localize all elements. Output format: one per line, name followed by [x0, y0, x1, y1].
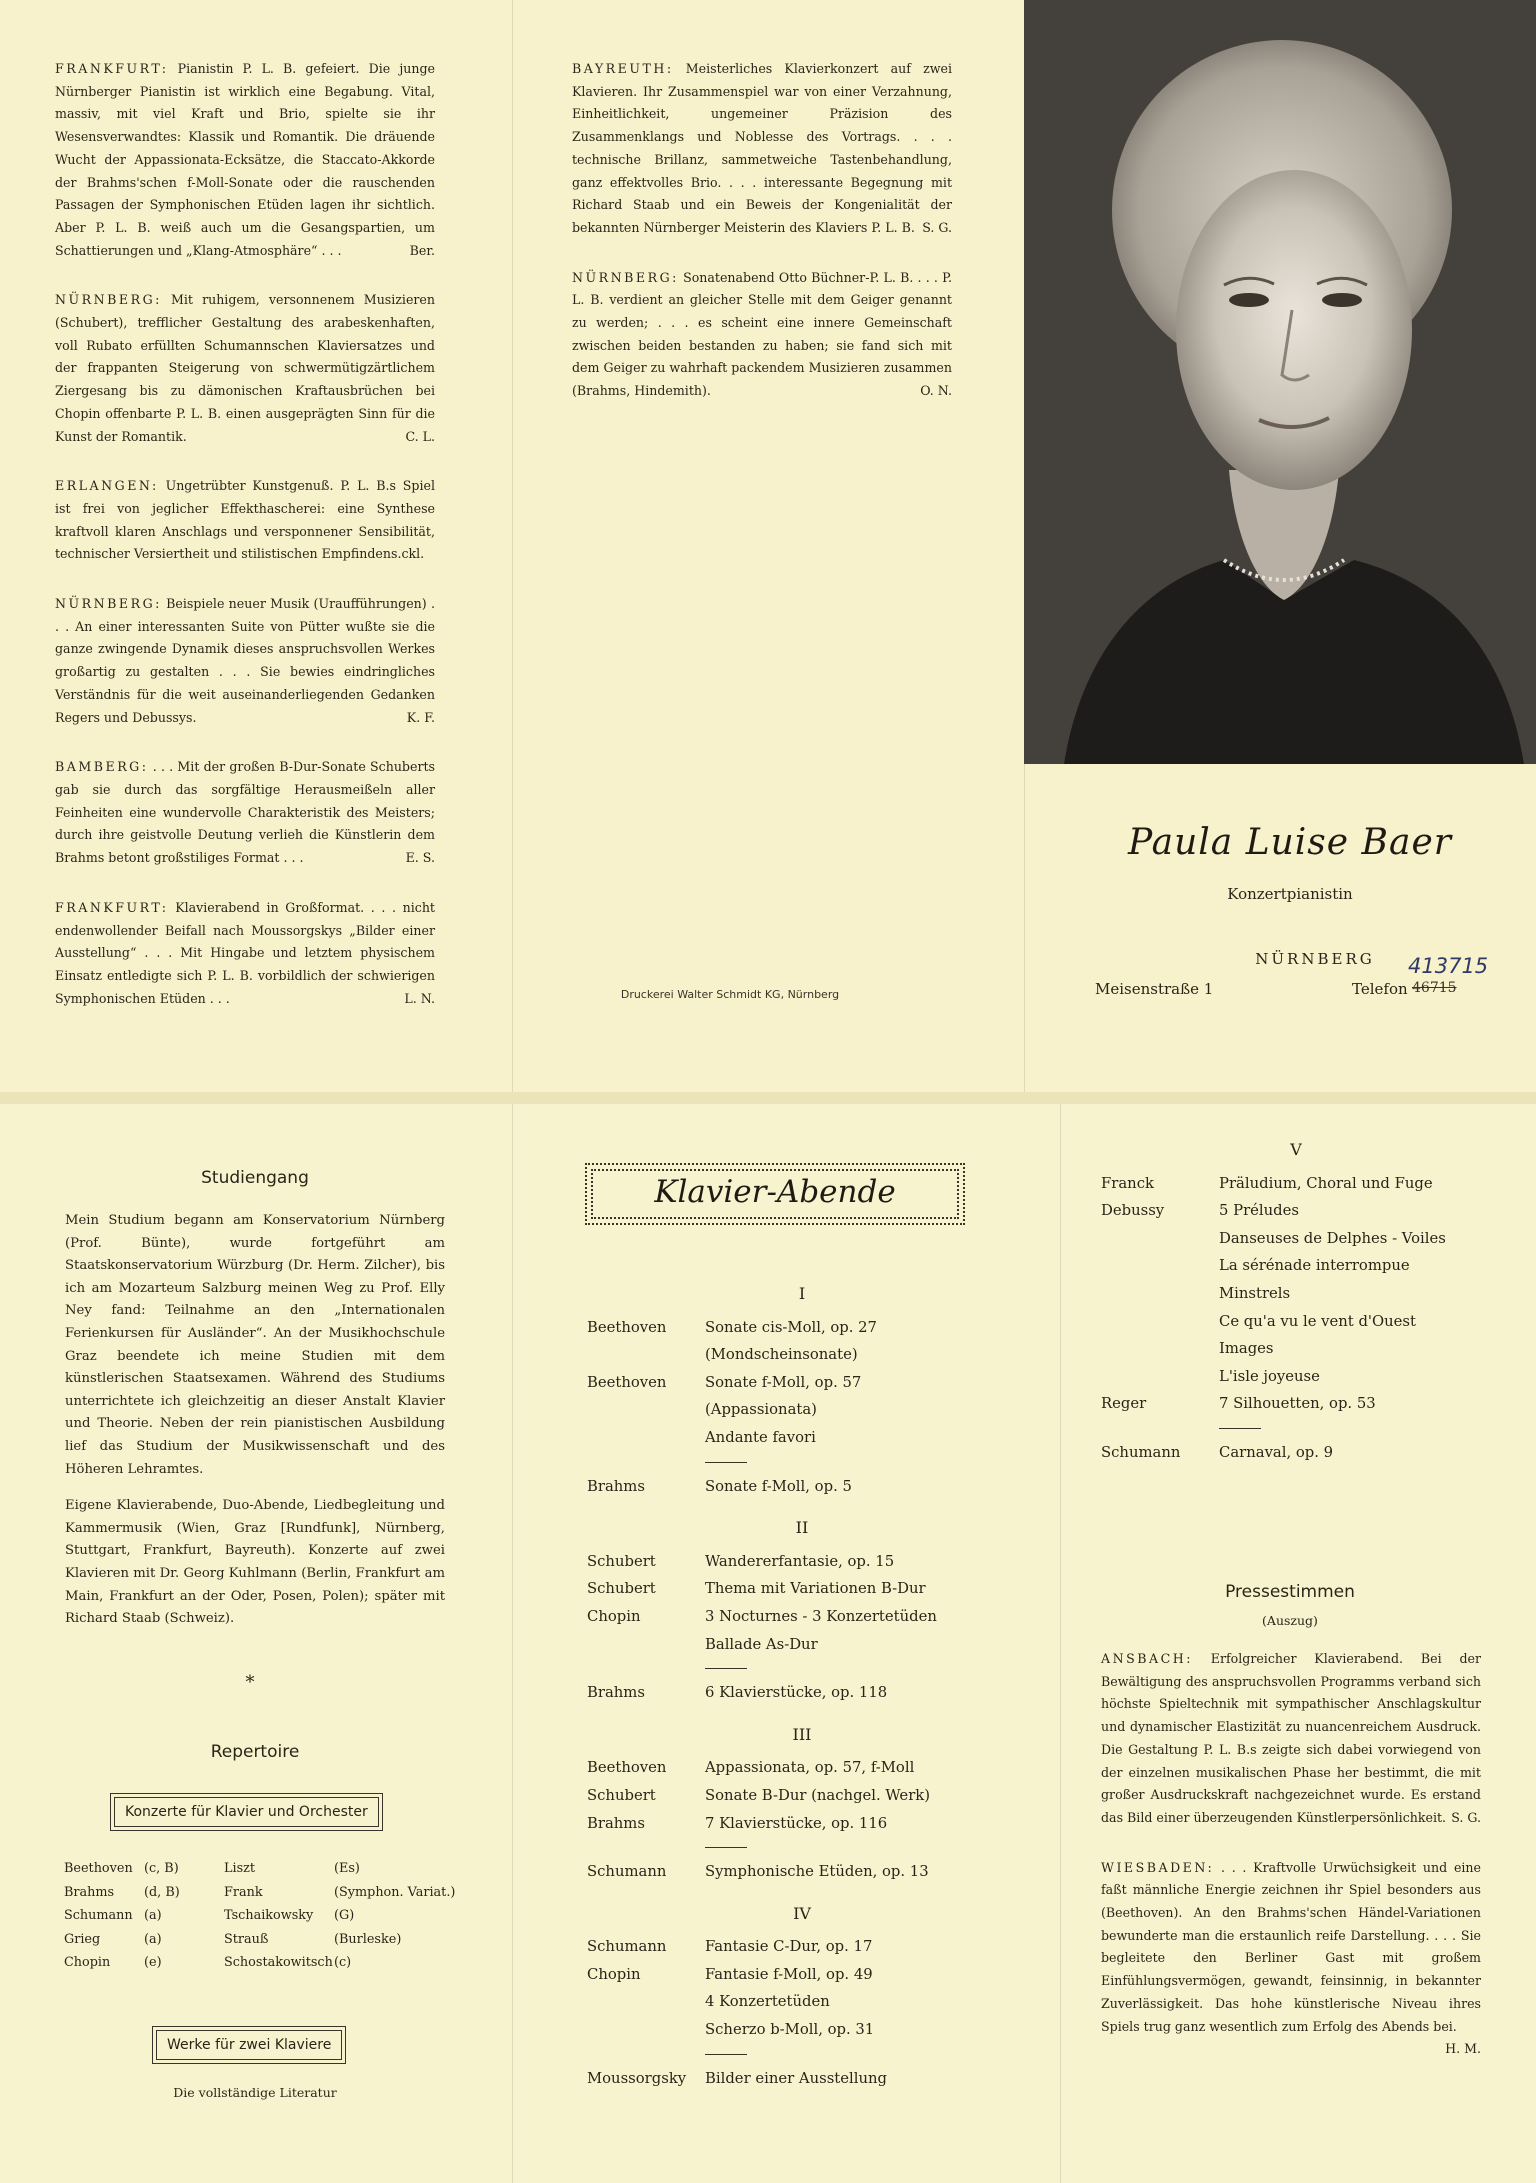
- program-row: Brahms Sonate f-Moll, op. 5: [587, 1477, 852, 1495]
- program-row: Brahms 7 Klavierstücke, op. 116: [587, 1814, 888, 1832]
- studies-paragraph: Mein Studium begann am Konservatorium Nürnberg (Prof. Bünte), wurde fortgeführt am Staatskonservatorium Würzburg (Dr. Herm. Zilcher), bis ich am Mozarteum Salzburg meinen Weg zu Prof. Elly Ney fand: Teilnahme an den „Internationalen Ferienkursen für Ausländer“. An der Musikhochschule Graz beendete ich meine Studien mit dem künstlerischen Staatsexamen. Während des Studiums unterrichtete ich gleichzeitig an dieser Anstalt Klavier und Theorie. Neben der rein pianistischen Ausbildung lief das Studium der Musikwissenschaft und des Höheren Lehramtes.: [65, 1213, 445, 1477]
- studies-heading: Studiengang: [201, 1168, 309, 1188]
- program-row: Images: [1219, 1340, 1274, 1358]
- printer-credit: Druckerei Walter Schmidt KG, Nürnberg: [620, 988, 840, 1001]
- program-row: Reger 7 Silhouetten, op. 53: [1101, 1395, 1376, 1413]
- artist-signature: Paula Luise Baer: [1128, 822, 1452, 863]
- press-review: BAMBERG: . . . Mit der großen B-Dur-Sonate Schuberts gab sie durch das sorgfältige Herausmeißeln aller Feinheiten eine wundervolle Charakteristik des Meisters; durch ihre geistvolle Deutung verlieh die Künstlerin dem Brahms betont großstiliges Format . . . E. S.: [55, 759, 435, 866]
- program-row: Ce qu'a vu le vent d'Ouest: [1219, 1312, 1416, 1330]
- portrait-photo: [1024, 0, 1536, 764]
- sheet-gap: [0, 1092, 1536, 1104]
- literature-note: Die vollständige Literatur: [173, 2085, 337, 2100]
- press-review: ANSBACH: Erfolgreicher Klavierabend. Bei der Bewältigung des anspruchsvollen Programms verband sich höchste Spieltechnik mit sympathischer Anschlagskultur und dynamischer Elastizität zu nuancenreichem Ausdruck. Die Gestaltung P. L. B.s zeigte sich dabei vorwiegend von der einzelnen musikalischen Phase her bestimmt, die mit großer Ausdruckskraft nachgezeichnet wurde. Es erstand das Bild einer überzeugenden Künstlerpersönlichkeit. S. G.: [1101, 1651, 1481, 1825]
- press-review: NÜRNBERG: Beispiele neuer Musik (Uraufführungen) . . . An einer interessanten Suite von Pütter wußte sie die ganze zwingende Dynamik dieses anspruchsvollen Werkes großartig zu gestalten . . . Sie bewies eindringliches Verständnis für die weit auseinanderliegenden Gedanken Regers und Debussys. K. F.: [55, 596, 435, 725]
- program-row: Scherzo b-Moll, op. 31: [705, 2021, 875, 2039]
- program-row: Moussorgsky Bilder einer Ausstellung: [587, 2069, 887, 2087]
- concerto-table: [64, 1857, 455, 1975]
- phone-number-old: 46715: [1412, 980, 1457, 996]
- press-column-left: [55, 58, 435, 1037]
- program-row: Beethoven Sonate cis-Moll, op. 27: [587, 1318, 877, 1336]
- concerto-box: Konzerte für Klavier und Orchester: [110, 1793, 383, 1831]
- program-row: (Appassionata): [705, 1401, 817, 1419]
- program-row: Schumann Symphonische Etüden, op. 13: [587, 1863, 929, 1881]
- program-row: 4 Konzertetüden: [705, 1993, 830, 2011]
- program-row: Debussy 5 Préludes: [1101, 1202, 1299, 1220]
- program-title-frame: [585, 1163, 965, 1225]
- press-heading: Pressestimmen: [1225, 1582, 1355, 1602]
- artist-city: NÜRNBERG: [1255, 950, 1375, 968]
- press-review: WIESBADEN: . . . Kraftvolle Urwüchsigkeit und eine faßt männliche Energie zeichnen ihr Spiel besonders aus (Beethoven). An den Brahms'schen Händel-Variationen bewunderte man die erstaunlich reife Darstellung. . . . Sie begleitete den Berliner Gast mit großem Einfühlungsvermögen, gewandt, feinsinnig, in bekannter Zuverlässigkeit. Das hohe künstlerische Niveau ihres Spiels trug ganz wesentlich zum Erfolg des Abends bei. H. M.: [1101, 1859, 1481, 2057]
- two-piano-box: Werke für zwei Klaviere: [152, 2026, 346, 2064]
- fold-line: [512, 1104, 513, 2183]
- press-review: FRANKFURT: Pianistin P. L. B. gefeiert. Die junge Nürnberger Pianistin ist wirklich eine Begabung. Vital, massiv, mit viel Kraft und Brio, spielte sie ihr Wesensverwandtes: Klassik und Romantik. Die dräuende Wucht der Appassionata-Ecksätze, die Staccato-Akkorde der Brahms'schen f-Moll-Sonate oder die rauschenden Passagen der Symphonischen Etüden lagen ihr sichtlich. Aber P. L. B. weiß auch um die Gesangspartien, um Schattierungen und „Klang-Atmosphäre“ . . . Ber.: [55, 61, 435, 258]
- program-row: Andante favori: [705, 1428, 816, 1446]
- program-list: [587, 1272, 1017, 2092]
- program-row: Franck Präludium, Choral und Fuge: [1101, 1174, 1433, 1192]
- program-row: La sérénade interrompue: [1219, 1257, 1410, 1275]
- program-title: Klavier-Abende: [654, 1174, 896, 1210]
- fold-line: [1060, 1104, 1061, 2183]
- phone-label: Telefon: [1352, 980, 1408, 998]
- press-subheading: (Auszug): [1262, 1613, 1318, 1628]
- program-row: Chopin 3 Nocturnes - 3 Konzertetüden: [587, 1607, 937, 1625]
- program-list-v: [1101, 1128, 1491, 1467]
- press-column-right: [1101, 1648, 1481, 2065]
- press-review: BAYREUTH: Meisterliches Klavierkonzert auf zwei Klavieren. Ihr Zusammenspiel war von einer Verzahnung, Einheitlichkeit, ungemeiner Präzision des Zusammenklangs und Noblesse des Vortrags. . . . technische Brillanz, sammetweiche Tastenbehandlung, ganz effektvolles Brio. . . . interessante Begegnung mit Richard Staab und ein Beweis der Kongenialität der bekannten Nürnberger Meisterin des Klaviers P. L. B. S. G.: [572, 61, 952, 235]
- table-row: Schumann (a) Tschaikowsky (G): [64, 1908, 355, 1923]
- press-column-middle: [572, 58, 952, 430]
- program-row: Beethoven Sonate f-Moll, op. 57: [587, 1373, 862, 1391]
- portrait-photo-drawing: [1024, 0, 1536, 764]
- program-numeral: III: [792, 1724, 812, 1744]
- program-row: Beethoven Appassionata, op. 57, f-Moll: [587, 1759, 915, 1777]
- program-row: L'isle joyeuse: [1219, 1367, 1320, 1385]
- press-review: ERLANGEN: Ungetrübter Kunstgenuß. P. L. B.s Spiel ist frei von jeglicher Effekthascherei: eine Synthese kraftvoll klaren Anschlags und versponnener Sensibilität, technischer Versiertheit und stilistischen Empfindens.ckl.: [55, 478, 436, 562]
- program-row: Schumann Carnaval, op. 9: [1101, 1443, 1334, 1461]
- phone-number-handwritten: 413715: [1408, 954, 1489, 978]
- divider: [705, 1462, 747, 1463]
- divider: [705, 1847, 747, 1848]
- program-row: Chopin Fantasie f-Moll, op. 49: [587, 1965, 873, 1983]
- studies-paragraph: Eigene Klavierabende, Duo-Abende, Liedbegleitung und Kammermusik (Wien, Graz [Rundfunk], Nürnberg, Stuttgart, Frankfurt, Bayreuth). Konzerte auf zwei Klavieren mit Dr. Georg Kuhlmann (Berlin, Frankfurt am Main, Frankfurt an der Oder, Posen, Polen); später mit Richard Staab (Schweiz).: [65, 1498, 445, 1627]
- program-row: Ballade As-Dur: [705, 1635, 818, 1653]
- fold-line: [512, 0, 513, 1092]
- program-row: Schubert Thema mit Variationen B-Dur: [587, 1580, 926, 1598]
- program-numeral: IV: [793, 1903, 811, 1923]
- studies-text: [65, 1210, 445, 1645]
- program-row: Schubert Wandererfantasie, op. 15: [587, 1552, 895, 1570]
- program-row: Schumann Fantasie C-Dur, op. 17: [587, 1938, 873, 1956]
- section-separator: *: [245, 1672, 255, 1693]
- program-numeral: I: [798, 1284, 806, 1303]
- table-row: Beethoven (c, B) Liszt (Es): [64, 1861, 360, 1876]
- divider: [705, 2054, 747, 2055]
- artist-profession: Konzertpianistin: [1227, 885, 1353, 903]
- program-numeral: II: [795, 1518, 809, 1538]
- table-row: Grieg (a) Strauß (Burleske): [64, 1931, 402, 1947]
- press-review: NÜRNBERG: Mit ruhigem, versonnenem Musizieren (Schubert), trefflicher Gestaltung des arabeskenhaften, voll Rubato erfüllten Schumannschen Klaviersatzes und der frappanten Steigerung von schwermütigzärtlichem Ziergesang bis zu dämonischen Kraftausbrüchen bei Chopin offenbarte P. L. B. einen ausgeprägten Sinn für die Kunst der Romantik. C. L.: [55, 292, 435, 444]
- divider: [1219, 1428, 1261, 1429]
- program-row: Minstrels: [1219, 1284, 1291, 1302]
- divider: [705, 1668, 747, 1669]
- program-numeral: V: [1290, 1140, 1302, 1159]
- table-row: Brahms (d, B) Frank (Symphon. Variat.): [64, 1884, 456, 1900]
- press-review: NÜRNBERG: Sonatenabend Otto Büchner-P. L. B. . . . P. L. B. verdient an gleicher Stelle mit dem Geiger genannt zu werden; . . . es scheint eine innere Gemeinschaft zwischen beiden bestanden zu haben; sie fand sich mit dem Geiger zu wahrhaft packendem Musizieren zusammen (Brahms, Hindemith). O. N.: [572, 269, 953, 399]
- artist-address: Meisenstraße 1: [1095, 980, 1214, 998]
- program-row: Brahms 6 Klavierstücke, op. 118: [587, 1684, 888, 1702]
- program-row: Danseuses de Delphes - Voiles: [1219, 1229, 1446, 1247]
- program-row: (Mondscheinsonate): [705, 1346, 858, 1364]
- repertoire-heading: Repertoire: [210, 1742, 300, 1762]
- program-row: Schubert Sonate B-Dur (nachgel. Werk): [587, 1786, 931, 1804]
- press-review: FRANKFURT: Klavierabend in Großformat. . . . nicht endenwollender Beifall nach Moussorgskys „Bilder einer Ausstellung“ . . . Mit Hingabe und letztem physischem Einsatz entledigte sich P. L. B. vorbildlich der schwierigen Symphonischen Etüden . . . L. N.: [55, 899, 435, 1006]
- table-row: Chopin (e) Schostakowitsch (c): [64, 1955, 352, 1970]
